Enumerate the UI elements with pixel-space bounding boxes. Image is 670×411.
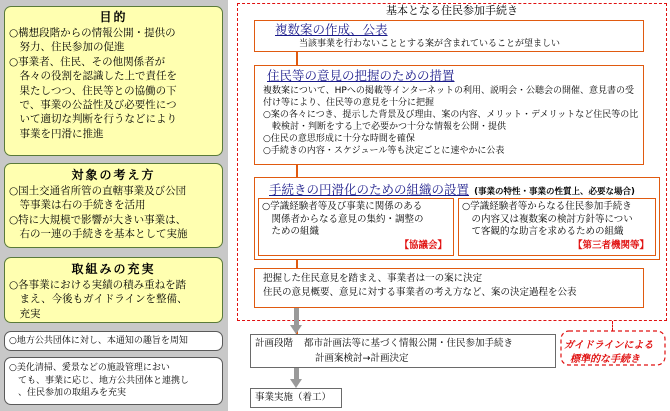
stage1-box [254,20,644,52]
council-line: ための組織 [262,226,320,237]
target-box [4,163,223,248]
guideline-leader [612,321,613,331]
target-line: 等事業は右の手続きを活用 [9,199,146,212]
stage2-box [254,65,644,165]
stage2-line: ○手続きの内容・スケジュール等も決定ごとに速やかに公表 [263,146,505,156]
stage2-line: 較検討・判断をする上で必要かつ十分な情報を公開・提供 [263,122,507,132]
council-line: ○学識経験者等及び事業に関係のある [262,201,423,212]
purpose-line: ○構想段階からの情報公開・提供の [9,27,176,39]
purpose-line: 努力、住民参加の促進 [9,41,125,54]
stage2-line: ○案の各々につき、提示した背景及び理由、案の内容、メリット・デメリットなど住民等の比 [263,110,639,120]
facility-box [4,357,223,405]
planning-line2: 計画案検討→計画決定 [315,352,409,364]
arrow-down-icon [290,379,302,388]
purpose-title: 目的 [99,10,128,24]
stage1-title: 複数案の作成、公表 [275,22,388,37]
target-title: 対象の考え方 [71,168,156,182]
enhancement-line: 充実 [9,307,41,320]
stage4-line: 把握した住民意見を踏まえ、事業者は一の案に決定 [263,273,483,284]
enhancement-body [5,278,222,321]
target-line: 右の一連の手続きを基本として実施 [9,228,188,241]
purpose-line: 果たしつつ、住民等との協働の下 [9,84,177,97]
target-body [5,184,222,242]
stage4-line: 住民の意見概要、意見に対する事業者の考え方など、案の決定過程を公表 [263,286,577,298]
planning-line1: 都市計画法等に基づく情報公開・住民参加手続き [304,338,514,349]
purpose-line: で、事業の公益性及び必要性につ [9,99,177,112]
third-party-line: て客観的な助言を求めるための組織 [462,226,624,237]
council-box [258,198,454,256]
stage2-title: 住民等の意見の把握のための措置 [267,68,455,83]
stage3-subtitle: (事業の特性・事業の性質上、必要な場合) [474,187,635,197]
stage1-note: 当該事業を行わないこととする案が含まれていることが望ましい [299,39,561,49]
purpose-box [4,6,223,156]
arrow-down-icon [290,325,302,334]
enhancement-title: 取組みの充実 [71,262,156,276]
council-tag: 【協議会】 [399,240,447,251]
purpose-line: いて適切な判断を行うなどにより [9,113,177,126]
purpose-line: ○事業者、住民、その他関係者が [9,55,166,68]
facility-line: ○美化清掃、愛景などの施設管理におい [9,363,170,373]
stage4-body [263,273,643,299]
notice-box [4,331,223,351]
third-party-body [462,201,652,239]
facility-line: ても、事業に応じ、地方公共団体と連携し [9,375,190,386]
guideline-callout [560,327,666,367]
purpose-line: 事業を円滑に推進 [9,127,104,140]
implementation-box [250,388,342,408]
facility-body [5,362,222,400]
third-party-box [458,198,656,256]
implementation-label: 事業実施（着工） [255,392,332,403]
target-line: ○特に大規模で影響が大きい事業は、 [9,213,187,226]
guideline-label-line1: ガイドラインによる [564,340,654,351]
enhancement-line: ○各事業における実績の積み重ねを踏 [9,279,187,291]
council-body [262,201,450,239]
council-line: 関係者からなる意見の集約・調整の [262,213,424,225]
facility-line: 、住民参加の取組みを充実 [9,388,127,398]
stage4-box [254,268,644,308]
stage2-body [263,85,643,157]
arrow-shaft [294,308,299,326]
planning-box [250,334,556,368]
enhancement-box [4,257,223,323]
planning-row [255,338,555,351]
third-party-line: ○学識経験者等からなる住民参加手続き [462,201,632,212]
guideline-label-line2: 標準的な手続き [570,354,640,365]
third-party-tag: 【第三者機関等】 [572,240,649,251]
stage2-line: 複数案について、HPへの掲載等インターネットの利用、説明会・公聴会の開催、意見書の受 [263,86,635,96]
stage3-title: 手続きの円滑化のための組織の設置 [269,182,470,197]
stage2-line: ○住民の意思形成に十分な時間を確保 [263,134,415,144]
stage3-heading [269,179,659,198]
third-party-line: の内容又は複数案の検討方針等につい [462,213,633,225]
stage2-line: 付け等により、住民等の意見を十分に把握 [263,98,435,108]
enhancement-line: まえ、今後もガイドラインを整備、 [9,293,188,306]
purpose-line: 各々の役割を認識した上で責任を [9,70,177,83]
planning-label: 計画段階 [255,338,294,349]
target-line: ○国土交通省所管の直轄事業及び公団 [9,185,187,197]
notice-text: ○地方公共団体に対し、本通知の趣旨を周知 [9,336,188,346]
main-title: 基本となる住民参加手続き [386,4,518,17]
purpose-body [5,26,222,141]
